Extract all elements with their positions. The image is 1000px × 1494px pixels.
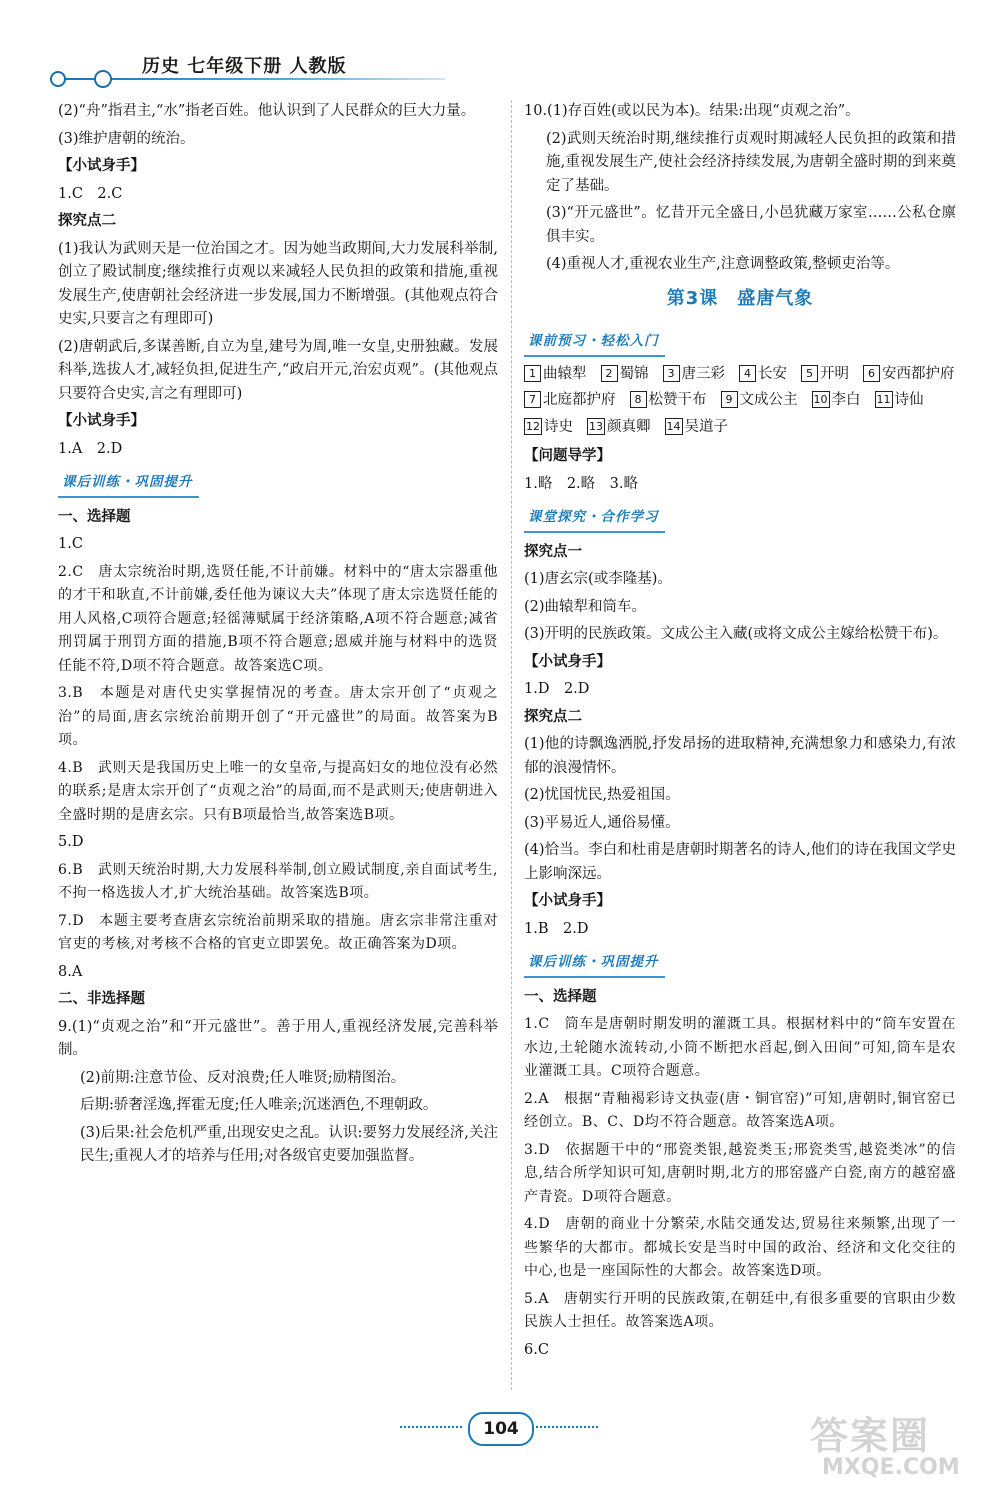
vocab-word: 李白	[831, 392, 861, 408]
vocab-number: 4	[739, 365, 756, 382]
vocab-item	[739, 363, 787, 387]
vocab-number: 8	[630, 391, 647, 408]
vocab-number: 14	[666, 419, 681, 433]
running-header	[50, 50, 450, 90]
vocab-word: 吴道子	[684, 418, 728, 435]
vocab-number: 7	[524, 391, 541, 408]
vocab-answers	[524, 363, 956, 440]
vocab-word: 曲辕犁	[543, 365, 587, 382]
answer-explanation: 3.B 本题是对唐代史实掌握情况的考查。唐太宗开创了“贞观之治”的局面,唐玄宗统治前期开创了“开元盛世”的局面。故答案为B项。	[58, 685, 498, 748]
vocab-word: 文成公主	[739, 392, 798, 408]
section-strip: 课后训练・巩固提升	[524, 951, 665, 978]
vocab-word: 松赞干布	[648, 392, 707, 408]
watermark-url: MXQE.COM	[822, 1455, 960, 1480]
footer-dots	[536, 1426, 598, 1428]
section-heading: 一、选择题	[58, 508, 131, 525]
vocab-word: 蜀锦	[619, 365, 649, 382]
vocab-number: 11	[876, 393, 891, 406]
answer-explanation: 5.A 唐朝实行开明的民族政策,在朝廷中,有很多重要的官职由少数民族人士担任。故答案选A项。	[524, 1290, 956, 1330]
vocab-word: 诗仙	[894, 392, 924, 408]
answer-line: (3)“开元盛世”。忆昔开元全盛日,小邑犹藏万家室……公私仓廪俱丰实。	[546, 205, 956, 245]
vocab-item	[524, 416, 573, 440]
watermark	[800, 1405, 985, 1485]
answer-explanation: 3.D 依据题干中的“邢瓷类银,越瓷类玉;邢瓷类雪,越瓷类冰”的信息,结合所学知识可知,唐朝时期,北方的邢窑盛产白瓷,南方的越窑盛产青瓷。D项符合题意。	[524, 1141, 956, 1205]
vocab-word: 开明	[820, 365, 849, 382]
section-strip: 课堂探究・合作学习	[524, 506, 665, 533]
section-heading: 探究点二	[58, 213, 116, 229]
header-dot-icon	[50, 71, 66, 87]
answer-explanation: 2.A 根据“青釉褐彩诗文执壶(唐・铜官窑)”可知,唐朝时,铜官窑已经创立。B、C、D均不符合题意。故答案选A项。	[524, 1090, 956, 1130]
answer-line: (2)曲辕犁和筒车。	[524, 598, 647, 615]
answer-line: 后期:骄奢淫逸,挥霍无度;任人唯亲;沉迷酒色,不理朝政。	[80, 1097, 438, 1113]
vocab-item	[601, 363, 649, 387]
vocab-word: 长安	[758, 365, 787, 382]
vocab-number: 12	[526, 419, 540, 433]
vocab-number: 3	[663, 365, 680, 382]
vocab-number: 2	[601, 365, 618, 382]
answer-line: (3)维护唐朝的统治。	[58, 130, 195, 147]
answer-line: (1)我认为武则天是一位治国之才。因为她当政期间,大力发展科举制,创立了殿试制度;继续推行贞观以来减轻人民负担的政策和措施,重视发展生产,使唐朝社会经济进一步发展,国力不断增强。(其他观点符合史实,只要言之有理即可)	[58, 240, 498, 327]
vocab-number: 1	[524, 365, 541, 382]
page-footer	[400, 1410, 600, 1444]
answer-line: 1.B 2.D	[524, 920, 589, 937]
vocab-item	[630, 389, 707, 413]
section-heading: 【小试身手】	[58, 413, 145, 429]
answer-explanation: 4.D 唐朝的商业十分繁荣,水陆交通发达,贸易往来频繁,出现了一些繁华的大都市。都城长安是当时中国的政治、经济和文化交往的中心,也是一座国际性的大都会。故答案选D项。	[524, 1216, 956, 1279]
header-title: 历史 七年级下册 人教版	[142, 56, 347, 77]
section-heading: 【小试身手】	[524, 893, 611, 909]
header-dot-icon	[94, 70, 112, 88]
answer-line: (2)前期:注意节俭、反对浪费;任人唯贤;励精图治。	[80, 1069, 406, 1086]
section-strip: 课前预习・轻松入门	[524, 330, 665, 357]
answer-line: 6.C	[524, 1341, 549, 1358]
answer-line: 9.(1)“贞观之治”和“开元盛世”。善于用人,重视经济发展,完善科举制。	[58, 1018, 498, 1058]
section-heading: 【问题导学】	[524, 448, 611, 464]
vocab-word: 唐三彩	[681, 365, 725, 382]
vocab-number: 5	[801, 365, 818, 382]
vocab-item	[875, 389, 924, 413]
vocab-item	[663, 363, 726, 387]
answer-explanation: 1.C 筒车是唐朝时期发明的灌溉工具。根据材料中的“筒车安置在水边,土轮随水流转动,小筒不断把水舀起,倒入田间”可知,筒车是农业灌溉工具。C项符合题意。	[524, 1016, 956, 1079]
answer-line: (4)重视人才,重视农业生产,注意调整政策,整顿吏治等。	[546, 256, 900, 272]
answer-line: 1.略 2.略 3.略	[524, 475, 639, 492]
section-heading: 【小试身手】	[58, 158, 145, 174]
answer-line: 10.(1)存百姓(或以民为本)。结果:出现“贞观之治”。	[524, 103, 860, 119]
answer-explanation: 6.B 武则天统治时期,大力发展科举制,创立殿试制度,亲自面试考生,不拘一格选拔人才,扩大统治基础。故答案选B项。	[58, 861, 498, 901]
answer-line: (2)“舟”指君主,“水”指老百姓。他认识到了人民群众的巨大力量。	[58, 103, 476, 119]
page-number: 104	[468, 1412, 534, 1446]
section-strip: 课后训练・巩固提升	[58, 471, 199, 498]
vocab-word: 安西都护府	[882, 365, 955, 382]
vocab-number: 9	[721, 391, 738, 408]
column-divider	[511, 100, 512, 1390]
answer-line: (3)平易近人,通俗易懂。	[524, 814, 680, 831]
answer-line: 1.A 2.D	[58, 440, 123, 457]
section-heading: 【小试身手】	[524, 653, 611, 670]
section-heading: 探究点一	[524, 543, 582, 560]
answer-line: 1.C 2.C	[58, 185, 123, 202]
answer-line: 8.A	[58, 963, 83, 980]
answer-explanation: 2.C 唐太宗统治时期,选贤任能,不计前嫌。材料中的“唐太宗器重他的才干和耿直,不计前嫌,委任他为谏议大夫”体现了唐太宗选贤任能的用人风格,C项符合题意;轻徭薄赋属于经济策略,A项不符合题意;减省刑罚属于刑罚方面的措施,B项不符合题意;恩威并施与材料中的选贤任能不符,D项不符合题意。故答案选C项。	[58, 563, 498, 674]
answer-line: 1.D 2.D	[524, 681, 590, 697]
answer-line: (2)唐朝武后,多谋善断,自立为皇,建号为周,唯一女皇,史册独藏。发展科举,选拔人才,减轻负担,促进生产,“政启开元,治宏贞观”。(其他观点只要符合史实,言之有理即可)	[58, 338, 498, 402]
answer-line: 5.D	[58, 834, 84, 850]
vocab-item	[524, 363, 587, 387]
vocab-item	[721, 389, 798, 413]
vocab-item	[863, 363, 955, 387]
right-top-answers	[524, 100, 956, 277]
vocab-item	[665, 416, 729, 440]
vocab-word: 颜真卿	[607, 418, 651, 435]
vocab-number: 6	[863, 365, 880, 382]
answer-explanation: 4.B 武则天是我国历史上唯一的女皇帝,与提高妇女的地位没有必然的联系;是唐太宗开创了“贞观之治”的局面,而不是武则天;使唐朝进入全盛时期的是唐玄宗。只有B项最恰当,故答案选B项。	[58, 759, 498, 823]
vocab-item	[524, 389, 616, 413]
answer-line: (2)武则天统治时期,继续推行贞观时期减轻人民负担的政策和措施,重视发展生产,使社会经济持续发展,为唐朝全盛时期的到来奠定了基础。	[546, 130, 956, 194]
vocab-number: 13	[589, 419, 603, 433]
answer-line: (4)恰当。李白和杜甫是唐朝时期著名的诗人,他们的诗在我国文学史上影响深远。	[524, 842, 956, 882]
vocab-item	[801, 363, 849, 387]
answer-line: (1)他的诗飘逸洒脱,抒发昂扬的进取精神,充满想象力和感染力,有浓郁的浪漫情怀。	[524, 736, 956, 776]
answer-line: (1)唐玄宗(或李隆基)。	[524, 571, 672, 587]
answer-line: 1.C	[58, 536, 83, 552]
left-column	[58, 100, 498, 1173]
vocab-word: 诗史	[544, 418, 573, 435]
vocab-item	[812, 389, 861, 413]
answer-line: (3)后果:社会危机严重,出现安史之乱。认识:要努力发展经济,关注民生;重视人才的培养与任用;对各级官吏要加强监督。	[80, 1124, 498, 1164]
right-bottom-answers	[524, 445, 956, 1362]
vocab-word: 北庭都护府	[543, 392, 616, 408]
watermark-logo: 答案圈	[810, 1414, 931, 1458]
section-heading: 二、非选择题	[58, 991, 145, 1007]
right-column	[524, 100, 956, 1366]
section-heading: 探究点二	[524, 708, 582, 725]
answer-line: (2)忧国忧民,热爱祖国。	[524, 787, 680, 803]
footer-dots	[400, 1426, 462, 1428]
answer-explanation: 7.D 本题主要考查唐玄宗统治前期采取的措施。唐玄宗非常注重对官吏的考核,对考核不合格的官吏立即罢免。故正确答案为D项。	[58, 912, 498, 952]
vocab-number: 10	[813, 393, 828, 406]
answer-line: (3)开明的民族政策。文成公主入藏(或将文成公主嫁给松赞干布)。	[524, 626, 948, 642]
vocab-item	[587, 416, 651, 440]
section-heading: 一、选择题	[524, 988, 597, 1005]
lesson-title: 第3课 盛唐气象	[666, 287, 814, 309]
